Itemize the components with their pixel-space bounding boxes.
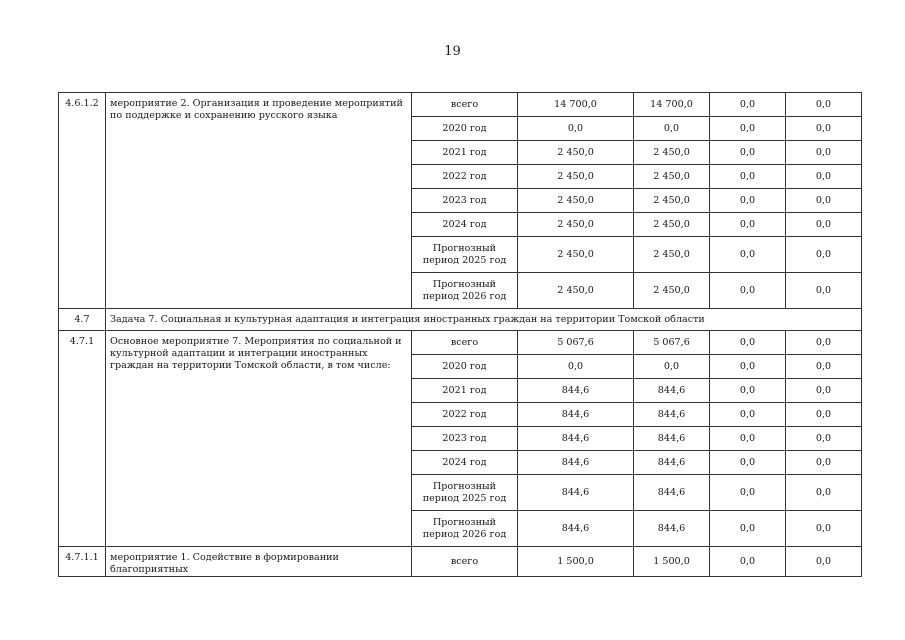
amount-cell: 0,0 (710, 141, 786, 165)
period-cell: 2024 год (412, 451, 518, 475)
amount-cell: 844,6 (634, 511, 710, 547)
period-cell: Прогнозный период 2025 год (412, 475, 518, 511)
amount-cell: 0,0 (710, 273, 786, 309)
amount-cell: 0,0 (786, 511, 862, 547)
amount-cell: 2 450,0 (634, 213, 710, 237)
amount-cell: 0,0 (786, 403, 862, 427)
amount-cell: 14 700,0 (634, 93, 710, 117)
item-code: 4.7.1 (59, 331, 106, 547)
period-cell: 2022 год (412, 403, 518, 427)
total-cell: 844,6 (518, 427, 634, 451)
amount-cell: 0,0 (786, 213, 862, 237)
total-cell: 844,6 (518, 379, 634, 403)
table-row (59, 331, 862, 355)
amount-cell: 0,0 (710, 403, 786, 427)
amount-cell: 0,0 (710, 427, 786, 451)
period-cell: 2020 год (412, 355, 518, 379)
period-cell: 2023 год (412, 427, 518, 451)
amount-cell: 844,6 (634, 475, 710, 511)
amount-cell: 844,6 (634, 403, 710, 427)
total-cell: 1 500,0 (518, 547, 634, 577)
amount-cell: 0,0 (710, 237, 786, 273)
item-name: мероприятие 1. Содействие в формировании благоприятных (106, 547, 412, 577)
period-cell: Прогнозный период 2026 год (412, 273, 518, 309)
amount-cell: 0,0 (786, 331, 862, 355)
amount-cell: 0,0 (710, 451, 786, 475)
amount-cell: 0,0 (786, 273, 862, 309)
amount-cell: 0,0 (710, 189, 786, 213)
total-cell: 2 450,0 (518, 237, 634, 273)
total-cell: 2 450,0 (518, 273, 634, 309)
amount-cell: 0,0 (786, 427, 862, 451)
amount-cell: 0,0 (786, 117, 862, 141)
amount-cell: 0,0 (710, 331, 786, 355)
period-cell: 2023 год (412, 189, 518, 213)
period-cell: Прогнозный период 2026 год (412, 511, 518, 547)
amount-cell: 0,0 (710, 475, 786, 511)
period-cell: 2021 год (412, 379, 518, 403)
period-cell: всего (412, 547, 518, 577)
amount-cell: 0,0 (710, 547, 786, 577)
item-name: мероприятие 2. Организация и проведение мероприятий по поддержке и сохранению русского языка (106, 93, 412, 309)
amount-cell: 0,0 (786, 547, 862, 577)
budget-table (58, 92, 862, 577)
amount-cell: 0,0 (710, 379, 786, 403)
total-cell: 844,6 (518, 475, 634, 511)
period-cell: 2020 год (412, 117, 518, 141)
item-code: 4.6.1.2 (59, 93, 106, 309)
period-cell: 2024 год (412, 213, 518, 237)
table-row (59, 93, 862, 117)
page-number: 19 (444, 44, 461, 59)
amount-cell: 0,0 (786, 379, 862, 403)
amount-cell: 0,0 (786, 93, 862, 117)
amount-cell: 0,0 (710, 213, 786, 237)
amount-cell: 2 450,0 (634, 165, 710, 189)
amount-cell: 844,6 (634, 427, 710, 451)
amount-cell: 0,0 (786, 237, 862, 273)
amount-cell: 0,0 (710, 165, 786, 189)
amount-cell: 0,0 (786, 165, 862, 189)
total-cell: 5 067,6 (518, 331, 634, 355)
total-cell: 2 450,0 (518, 213, 634, 237)
total-cell: 844,6 (518, 451, 634, 475)
amount-cell: 0,0 (786, 141, 862, 165)
item-name: Основное мероприятие 7. Мероприятия по социальной и культурной адаптации и интеграции иностранных граждан на территории Томской области, в том числе: (106, 331, 412, 547)
budget-table-body (59, 93, 862, 577)
amount-cell: 2 450,0 (634, 189, 710, 213)
period-cell: всего (412, 331, 518, 355)
period-cell: 2021 год (412, 141, 518, 165)
amount-cell: 0,0 (786, 189, 862, 213)
amount-cell: 0,0 (710, 511, 786, 547)
table-row (59, 547, 862, 577)
task-code: 4.7 (59, 309, 106, 331)
amount-cell: 844,6 (634, 379, 710, 403)
amount-cell: 844,6 (634, 451, 710, 475)
amount-cell: 0,0 (634, 117, 710, 141)
total-cell: 844,6 (518, 403, 634, 427)
amount-cell: 0,0 (786, 355, 862, 379)
amount-cell: 0,0 (710, 355, 786, 379)
amount-cell: 0,0 (710, 117, 786, 141)
task-title: Задача 7. Социальная и культурная адаптация и интеграция иностранных граждан на территории Томской области (106, 309, 862, 331)
amount-cell: 2 450,0 (634, 237, 710, 273)
total-cell: 2 450,0 (518, 141, 634, 165)
total-cell: 0,0 (518, 355, 634, 379)
period-cell: Прогнозный период 2025 год (412, 237, 518, 273)
total-cell: 14 700,0 (518, 93, 634, 117)
amount-cell: 0,0 (710, 93, 786, 117)
total-cell: 0,0 (518, 117, 634, 141)
period-cell: всего (412, 93, 518, 117)
item-code: 4.7.1.1 (59, 547, 106, 577)
total-cell: 2 450,0 (518, 189, 634, 213)
total-cell: 2 450,0 (518, 165, 634, 189)
amount-cell: 0,0 (634, 355, 710, 379)
amount-cell: 2 450,0 (634, 273, 710, 309)
total-cell: 844,6 (518, 511, 634, 547)
amount-cell: 5 067,6 (634, 331, 710, 355)
amount-cell: 0,0 (786, 451, 862, 475)
task-row (59, 309, 862, 331)
period-cell: 2022 год (412, 165, 518, 189)
amount-cell: 1 500,0 (634, 547, 710, 577)
amount-cell: 0,0 (786, 475, 862, 511)
amount-cell: 2 450,0 (634, 141, 710, 165)
